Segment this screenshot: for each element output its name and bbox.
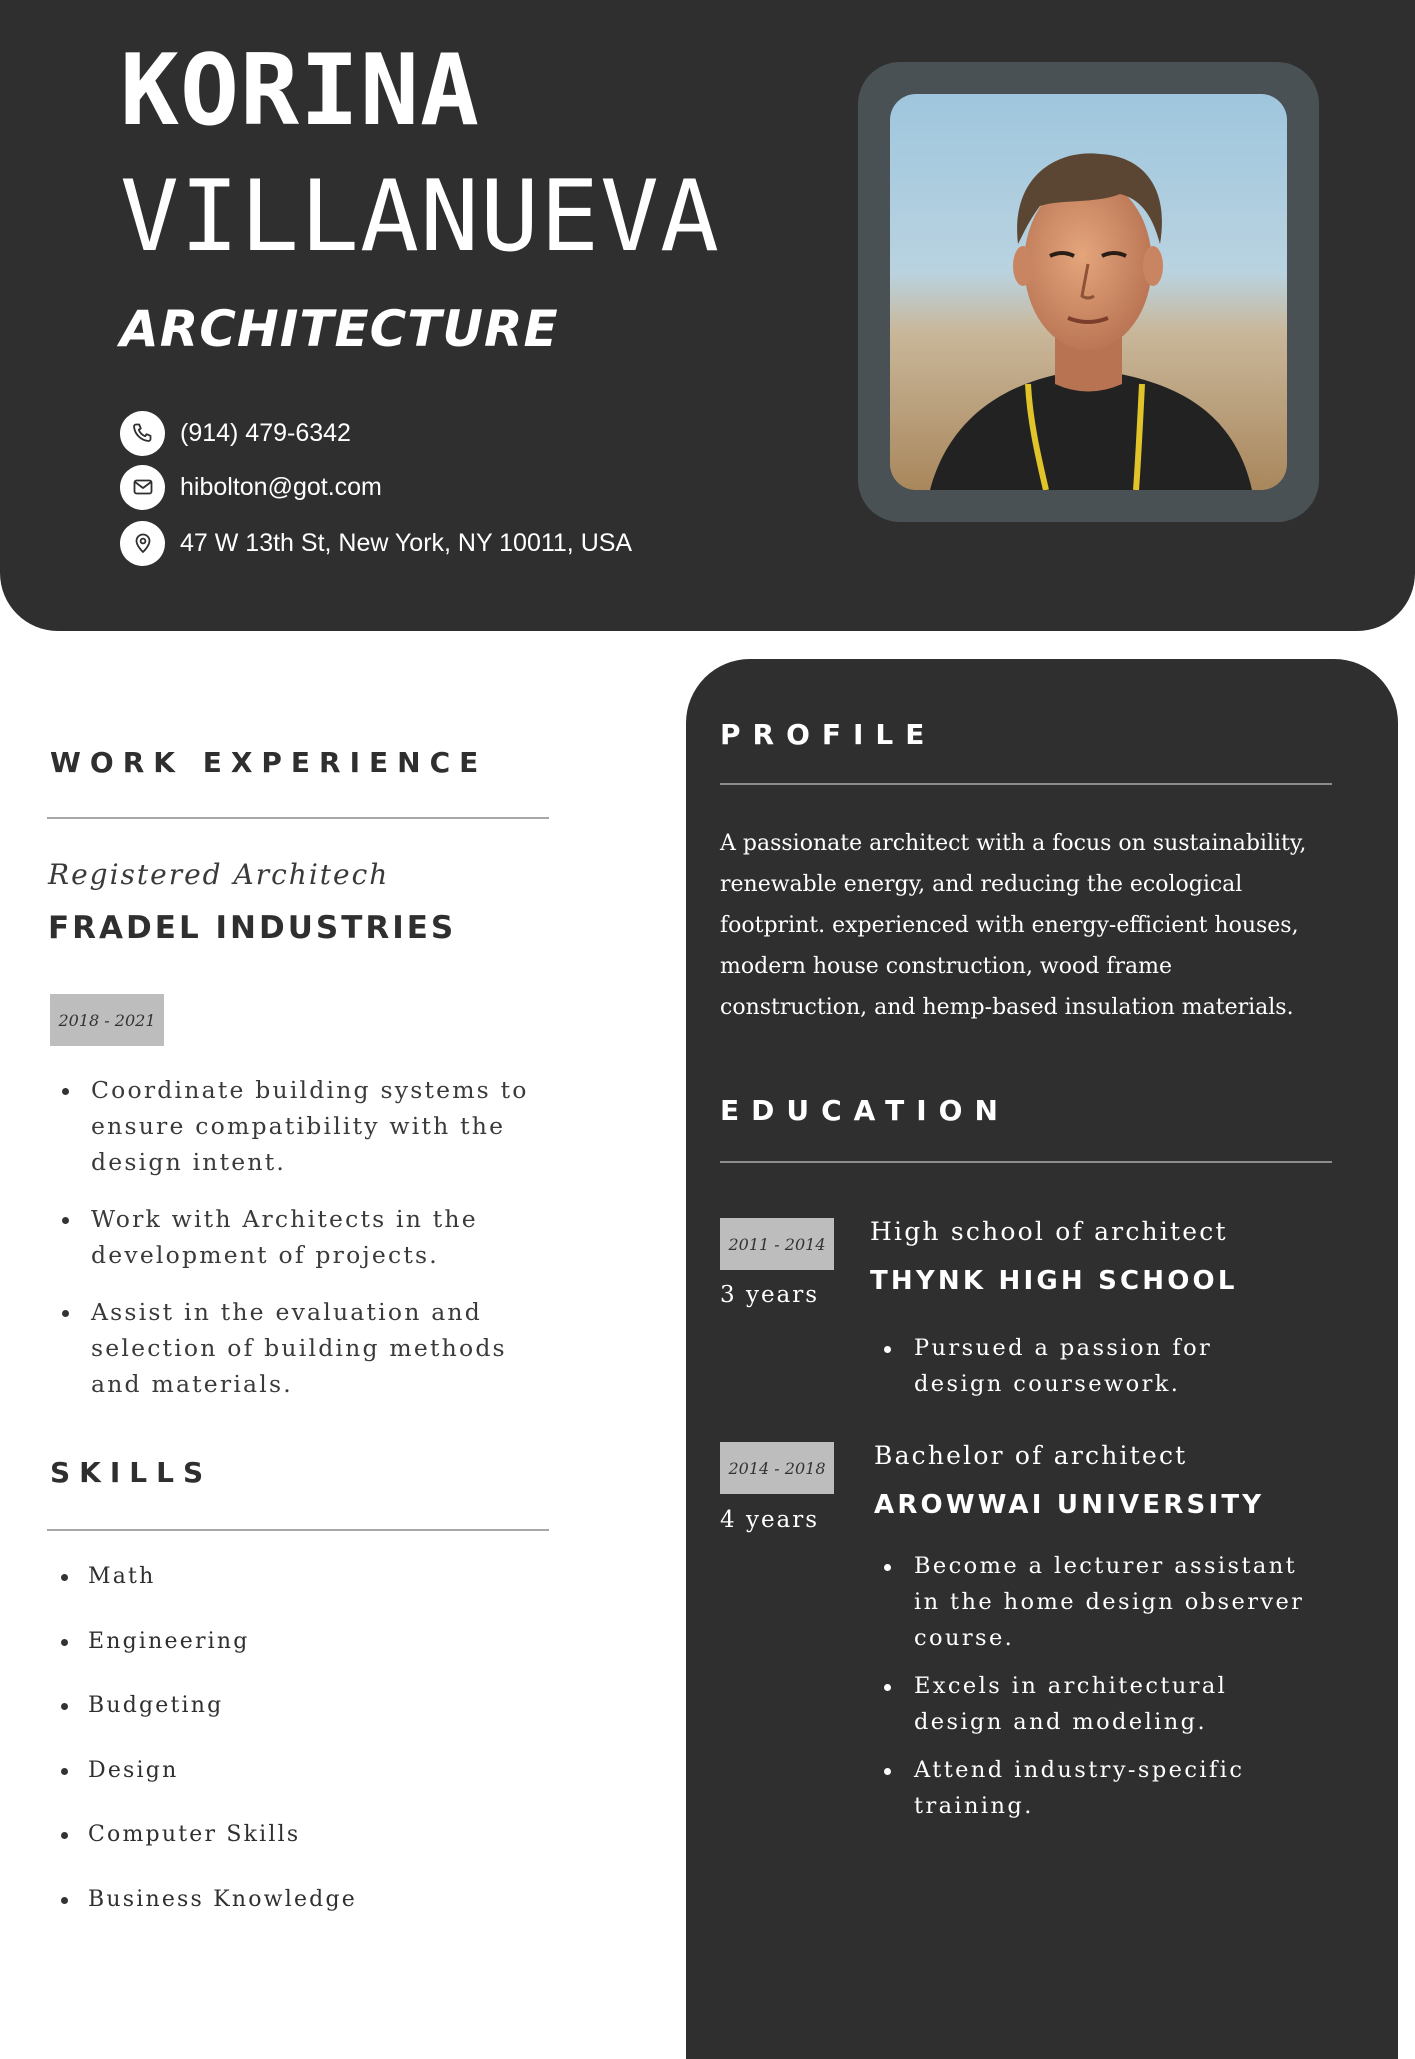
contact-email (120, 464, 382, 510)
email-address: hibolton@got.com (180, 472, 382, 501)
job-role: Registered Architech (48, 858, 390, 891)
work-date-badge: 2018 - 2021 (50, 994, 164, 1046)
list-item: Engineering (48, 1625, 548, 1659)
list-item: Coordinate building systems to ensure compatibility with the design intent. (48, 1072, 548, 1180)
degree-name: Bachelor of architect (874, 1441, 1188, 1470)
list-item: Become a lecturer assistant in the home design observer course. (870, 1548, 1310, 1656)
education-notes-list (870, 1330, 1310, 1414)
job-title: ARCHITECTURE (120, 300, 559, 358)
skills-divider (47, 1529, 549, 1531)
location-pin-icon (120, 521, 165, 566)
education-duration: 4 years (720, 1507, 820, 1533)
list-item: Assist in the evaluation and selection of building methods and materials. (48, 1294, 548, 1402)
work-experience-heading: WORK EXPERIENCE (50, 746, 488, 779)
list-item: Work with Architects in the development of projects. (48, 1201, 548, 1273)
profile-divider (720, 783, 1332, 785)
list-item: Pursued a passion for design coursework. (870, 1330, 1310, 1402)
company-name: FRADEL INDUSTRIES (48, 910, 457, 946)
education-divider (720, 1161, 1332, 1163)
contact-address (120, 520, 632, 566)
education-duration: 3 years (720, 1282, 820, 1308)
phone-icon (120, 411, 165, 456)
education-notes-list (870, 1548, 1310, 1836)
first-name: KORINA (120, 34, 481, 148)
skills-list (48, 1560, 548, 1947)
list-item: Computer Skills (48, 1818, 548, 1852)
list-item: Attend industry-specific training. (870, 1752, 1310, 1824)
education-heading: EDUCATION (720, 1094, 1010, 1127)
list-item: Math (48, 1560, 548, 1594)
degree-name: High school of architect (870, 1217, 1228, 1246)
education-date-badge: 2014 - 2018 (720, 1442, 834, 1494)
school-name: AROWWAI UNIVERSITY (874, 1490, 1265, 1520)
list-item: Excels in architectural design and modeling. (870, 1668, 1310, 1740)
skills-heading: SKILLS (50, 1456, 213, 1489)
profile-photo (890, 94, 1287, 490)
list-item: Design (48, 1754, 548, 1788)
street-address: 47 W 13th St, New York, NY 10011, USA (180, 528, 633, 557)
profile-summary: A passionate architect with a focus on sustainability, renewable energy, and reducing the ecological footprint. experienced with energy-efficient houses, modern house construction, wood frame construction, and hemp-based insulation materials. (720, 831, 1307, 1020)
work-duties-list (48, 1072, 548, 1423)
list-item: Budgeting (48, 1689, 548, 1723)
education-date-badge: 2011 - 2014 (720, 1218, 834, 1270)
last-name: VILLANUEVA (120, 160, 721, 274)
list-item: Business Knowledge (48, 1883, 548, 1917)
school-name: THYNK HIGH SCHOOL (870, 1266, 1238, 1296)
profile-heading: PROFILE (720, 718, 937, 751)
phone-number: (914) 479-6342 (180, 418, 351, 447)
contact-phone (120, 410, 351, 456)
work-divider (47, 817, 549, 819)
mail-icon (120, 465, 165, 510)
